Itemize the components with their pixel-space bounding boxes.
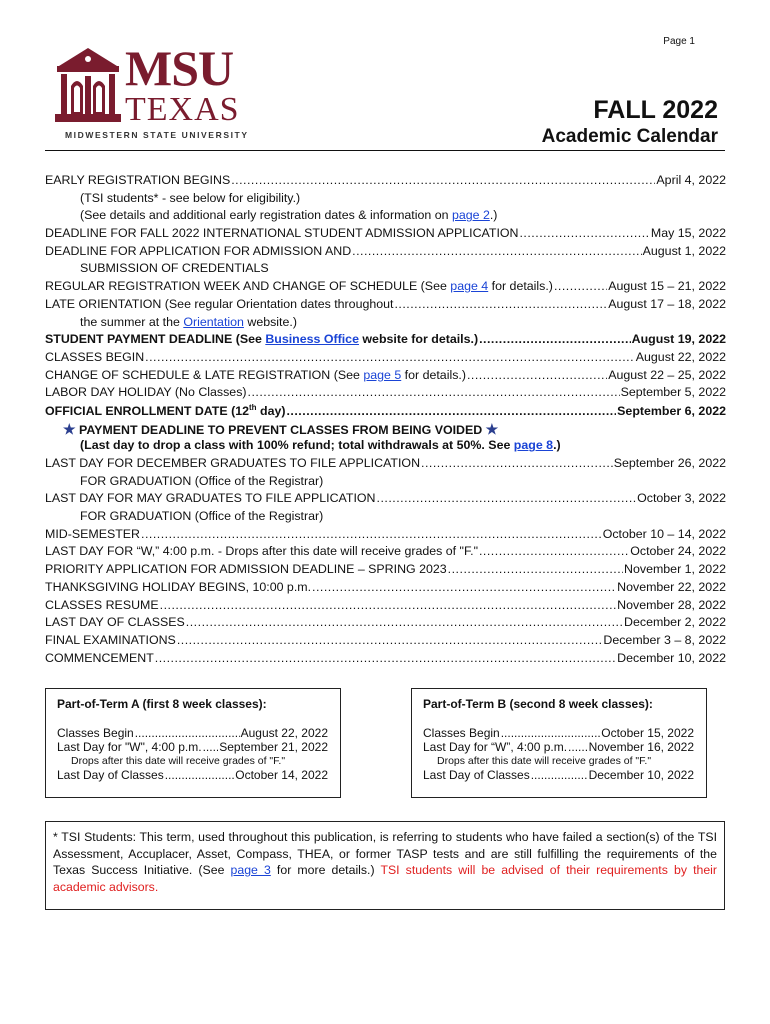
- page-5-link[interactable]: page 5: [363, 367, 402, 382]
- calendar-row: PRIORITY APPLICATION FOR ADMISSION DEADLINE – SPRING 2023 ..... November 1, 2022: [45, 562, 726, 580]
- term-b-line: Last Day of Classes ..... December 10, 2022: [423, 768, 694, 782]
- calendar-list: [45, 173, 726, 668]
- calendar-row: FINAL EXAMINATIONS ..... December 3 – 8, 2022: [45, 633, 726, 651]
- tsi-footnote: * TSI Students: This term, used throughout this publication, is referring to students who have failed a section(s) of the TSI Assessment, Accuplacer, Asset, Compass, THEA, or former TASP tests and are still fulfilling the requirements of the Texas Success Initiative. (See page 3 for more details.) TSI students will be advised of their requirements by their academic advisors.: [45, 821, 725, 910]
- term-b-box: [411, 688, 707, 798]
- orientation-link[interactable]: Orientation: [183, 314, 244, 329]
- calendar-row: MID-SEMESTER ..... October 10 – 14, 2022: [45, 527, 726, 545]
- term-b-note: Drops after this date will receive grades of "F.": [437, 755, 652, 767]
- calendar-row: CLASSES RESUME ..... November 28, 2022: [45, 598, 726, 616]
- calendar-row: REGULAR REGISTRATION WEEK AND CHANGE OF SCHEDULE (See page 4 for details.) ..... August 15 – 21, 2022: [45, 279, 726, 297]
- calendar-row: COMMENCEMENT ..... December 10, 2022: [45, 651, 726, 669]
- calendar-row: EARLY REGISTRATION BEGINS ..... April 4, 2022: [45, 173, 726, 191]
- term-a-line: Classes Begin ..... August 22, 2022: [57, 726, 328, 740]
- calendar-row: DEADLINE FOR APPLICATION FOR ADMISSION AND ..... August 1, 2022: [45, 244, 726, 262]
- calendar-row: THANKSGIVING HOLIDAY BEGINS, 10:00 p.m. ..... November 22, 2022: [45, 580, 726, 598]
- page-number: Page 1: [663, 36, 695, 47]
- page-title: FALL 2022: [593, 96, 718, 124]
- page-3-link[interactable]: page 3: [230, 863, 271, 877]
- logo-texas-text: TEXAS: [125, 91, 240, 128]
- calendar-row: CLASSES BEGIN ..... August 22, 2022: [45, 350, 726, 368]
- calendar-note: (See details and additional early registration dates & information on page 2.): [80, 208, 498, 223]
- term-a-box: [45, 688, 341, 798]
- calendar-row: CHANGE OF SCHEDULE & LATE REGISTRATION (See page 5 for details.) ..... August 22 – 25, 2022: [45, 368, 726, 386]
- term-a-title: Part-of-Term A (first 8 week classes):: [57, 697, 267, 711]
- page-2-link[interactable]: page 2: [451, 208, 490, 223]
- calendar-note: ★ PAYMENT DEADLINE TO PREVENT CLASSES FROM BEING VOIDED ★: [63, 420, 499, 437]
- term-b-line: Last Day for “W”, 4:00 p.m. ..... November 16, 2022: [423, 740, 694, 754]
- calendar-row: OFFICIAL ENROLLMENT DATE (12th day) ..... September 6, 2022: [45, 403, 726, 421]
- calendar-note: (TSI students* - see below for eligibility.): [80, 190, 301, 205]
- logo-university-name: MIDWESTERN STATE UNIVERSITY: [65, 130, 249, 140]
- calendar-note: (Last day to drop a class with 100% refund; total withdrawals at 50%. See page 8.): [80, 438, 561, 453]
- calendar-row: LABOR DAY HOLIDAY (No Classes) ..... September 5, 2022: [45, 385, 726, 403]
- calendar-row: STUDENT PAYMENT DEADLINE (See Business Office website for details.) ..... August 19, 2022: [45, 332, 726, 350]
- term-b-line: Classes Begin ..... October 15, 2022: [423, 726, 694, 740]
- calendar-note: the summer at the Orientation website.): [80, 314, 297, 329]
- logo-msu-text: MSU: [125, 40, 234, 96]
- calendar-note: FOR GRADUATION (Office of the Registrar): [80, 509, 324, 524]
- calendar-note: SUBMISSION OF CREDENTIALS: [80, 261, 269, 276]
- calendar-row: LATE ORIENTATION (See regular Orientation dates throughout ..... August 17 – 18, 2022: [45, 297, 726, 315]
- calendar-row: DEADLINE FOR FALL 2022 INTERNATIONAL STUDENT ADMISSION APPLICATION ..... May 15, 2022: [45, 226, 726, 244]
- term-a-note: Drops after this date will receive grades of "F.": [71, 755, 286, 767]
- msu-texas-logo: [55, 42, 270, 142]
- calendar-row: LAST DAY FOR “W,” 4:00 p.m. - Drops after this date will receive grades of "F." ..... October 24, 2022: [45, 544, 726, 562]
- calendar-row: LAST DAY OF CLASSES ..... December 2, 2022: [45, 615, 726, 633]
- page-8-link[interactable]: page 8: [513, 438, 554, 453]
- tsi-advisory-text: TSI students will be advised of their requirements by their academic advisors.: [53, 863, 717, 894]
- term-b-title: Part-of-Term B (second 8 week classes):: [423, 697, 653, 711]
- page-subtitle: Academic Calendar: [541, 126, 718, 147]
- star-icon: ★: [63, 420, 76, 437]
- term-a-line: Last Day of Classes ..... October 14, 2022: [57, 768, 328, 782]
- calendar-row: LAST DAY FOR MAY GRADUATES TO FILE APPLICATION ..... October 3, 2022: [45, 491, 726, 509]
- header-divider: [45, 150, 725, 151]
- business-office-link[interactable]: Business Office: [265, 332, 359, 347]
- page-4-link[interactable]: page 4: [450, 279, 489, 294]
- calendar-note: FOR GRADUATION (Office of the Registrar): [80, 473, 324, 488]
- calendar-row: LAST DAY FOR DECEMBER GRADUATES TO FILE APPLICATION ..... September 26, 2022: [45, 456, 726, 474]
- star-icon: ★: [485, 420, 499, 437]
- building-icon: [55, 46, 121, 124]
- term-a-line: Last Day for "W", 4:00 p.m. ..... September 21, 2022: [57, 740, 328, 754]
